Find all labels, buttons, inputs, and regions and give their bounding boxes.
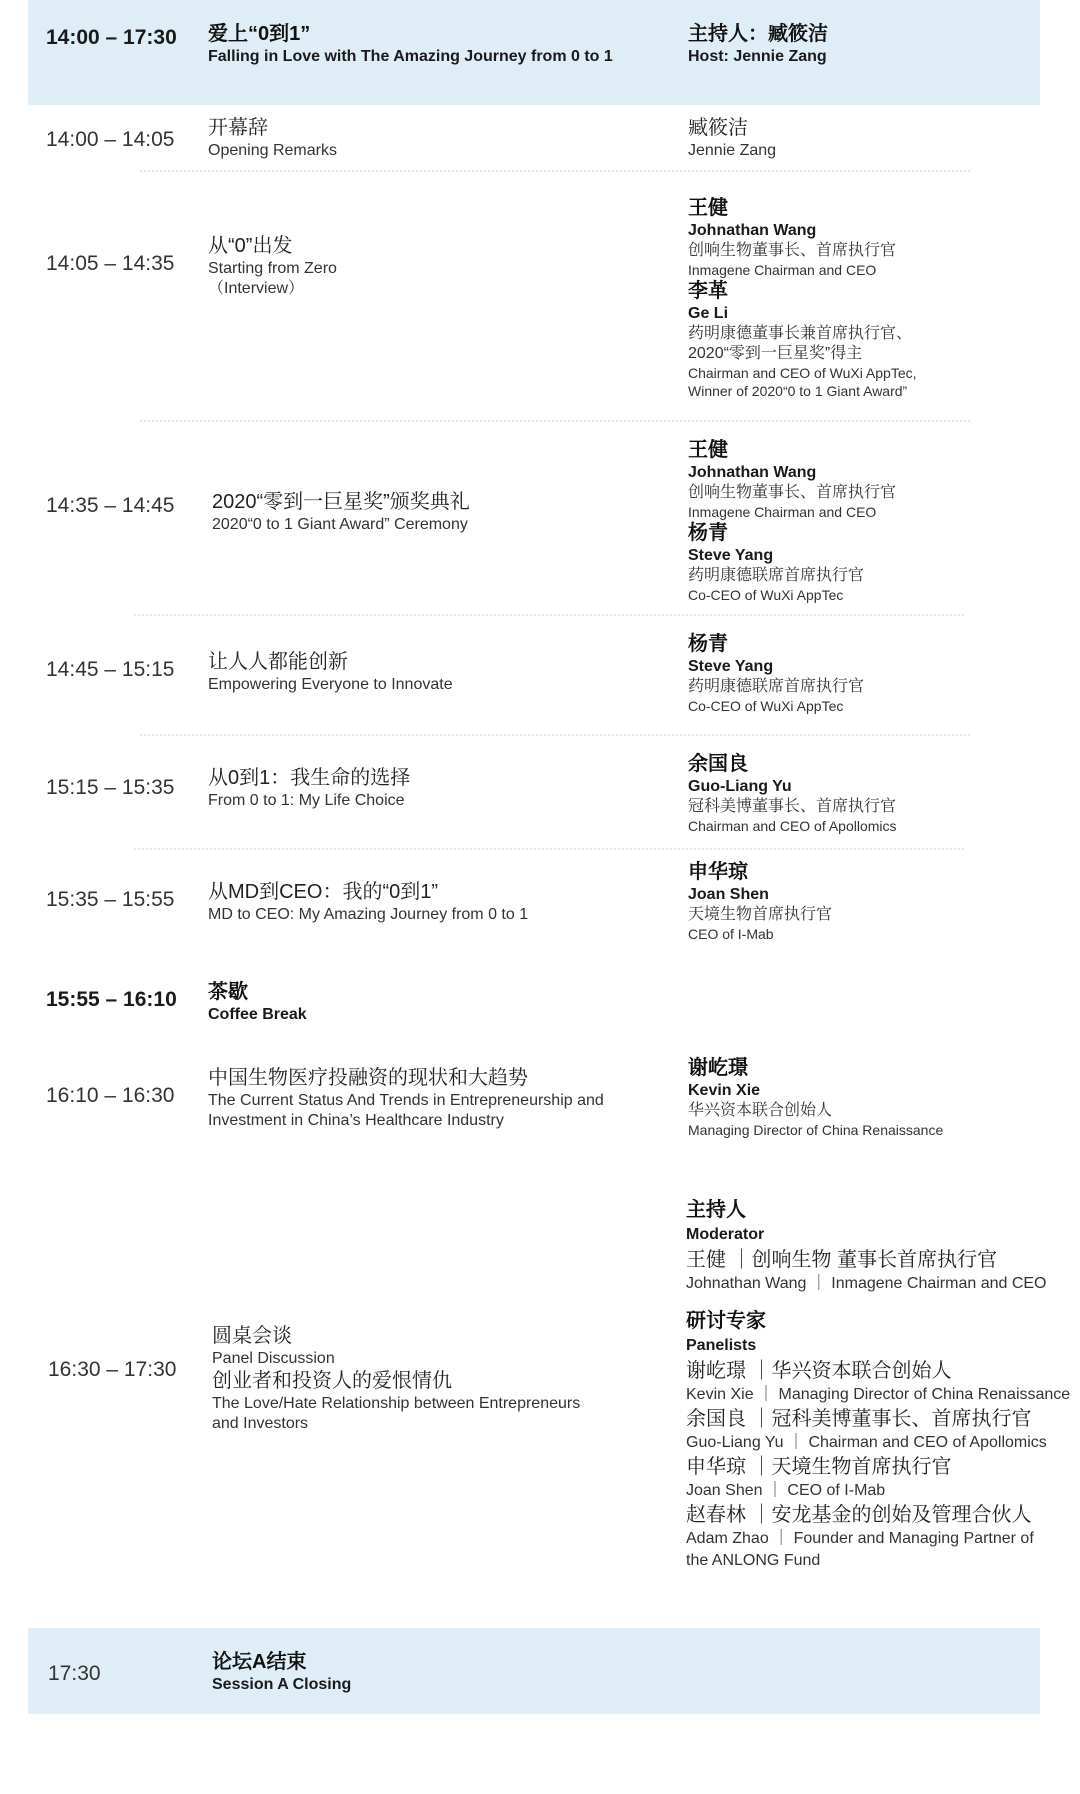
topic-en: From 0 to 1: My Life Choice: [208, 792, 405, 809]
row-divider: [134, 614, 964, 616]
item-speakers: [688, 1056, 1080, 1139]
row-divider: [140, 734, 970, 736]
item-time: 16:30 – 17:30: [48, 1358, 177, 1381]
host-en: Host: Jennie Zang: [688, 48, 827, 65]
item-topic: [208, 234, 648, 299]
speaker-name-en: Jennie Zang: [688, 142, 777, 159]
item-speakers: [688, 438, 1080, 604]
topic-zh: 开幕辞: [208, 117, 268, 139]
item-time: 15:35 – 15:55: [46, 888, 175, 911]
topic2-zh: 创业者和投资人的爱恨情仇: [212, 1370, 452, 1392]
row-divider: [140, 170, 970, 172]
closing-time: 17:30: [48, 1662, 101, 1685]
topic-zh: 中国生物医疗投融资的现状和大趋势: [208, 1067, 528, 1089]
panelists-label-en: Panelists: [686, 1337, 757, 1354]
speaker-title-en: Chairman and CEO of WuXi AppTec,: [688, 365, 917, 381]
moderator-en: Johnathan Wang ｜ Inmagene Chairman and CEO: [686, 1275, 1047, 1292]
closing-title-zh: 论坛A结束: [212, 1651, 307, 1673]
speaker-name-en: Steve Yang: [688, 547, 774, 564]
topic-en: Empowering Everyone to Innovate: [208, 676, 453, 693]
closing-title: [212, 1650, 652, 1695]
item-topic: [208, 116, 648, 161]
speaker-title-zh-line2: 2020“零到一巨星奖”得主: [688, 345, 863, 362]
panelist-zh: 余国良 ｜冠科美博董事长、首席执行官: [686, 1408, 1032, 1430]
panelist-en: Adam Zhao ｜ Founder and Managing Partner of: [686, 1530, 1034, 1547]
session-time: 14:00 – 17:30: [46, 26, 177, 49]
speaker-name-zh: 谢屹璟: [688, 1057, 748, 1079]
topic-en: Panel Discussion: [212, 1350, 335, 1367]
speaker-title-en: Co-CEO of WuXi AppTec: [688, 587, 844, 603]
item-speakers: [688, 860, 1080, 943]
session-host: [688, 22, 1080, 67]
speaker-name-zh: 臧筱洁: [688, 117, 748, 139]
speaker-title-en: CEO of I-Mab: [688, 926, 774, 942]
item-time: 14:35 – 14:45: [46, 494, 175, 517]
panelist-zh: 申华琼 ｜天境生物首席执行官: [686, 1456, 952, 1478]
topic-zh: 从MD到CEO：我的“0到1”: [208, 881, 439, 903]
speaker-name-zh: 王健: [688, 197, 728, 219]
session-title: [208, 22, 668, 67]
speaker-title-en: Co-CEO of WuXi AppTec: [688, 698, 844, 714]
speaker-title-zh: 天境生物首席执行官: [688, 906, 833, 923]
topic-en-line2: Investment in China’s Healthcare Industry: [208, 1112, 504, 1129]
item-time: 15:55 – 16:10: [46, 988, 177, 1011]
panelist-en: Kevin Xie ｜ Managing Director of China Renaissance: [686, 1386, 1071, 1403]
topic-zh: 从0到1：我生命的选择: [208, 767, 411, 789]
item-speakers: [688, 632, 1080, 715]
topic-en: Coffee Break: [208, 1006, 307, 1023]
panelist-en-line2: the ANLONG Fund: [686, 1552, 821, 1569]
speaker-name-zh: 杨青: [688, 522, 728, 544]
host-zh: 主持人：臧筱洁: [688, 23, 828, 45]
item-time: 14:00 – 14:05: [46, 128, 175, 151]
speaker-title-en: Chairman and CEO of Apollomics: [688, 818, 897, 834]
topic-en: MD to CEO: My Amazing Journey from 0 to 1: [208, 906, 529, 923]
speaker-name-en: Johnathan Wang: [688, 464, 817, 481]
speaker-name-zh: 李革: [688, 280, 728, 302]
panelist-zh: 谢屹璟 ｜华兴资本联合创始人: [686, 1360, 952, 1382]
speaker-name-en: Guo-Liang Yu: [688, 778, 792, 795]
speaker-name-en: Joan Shen: [688, 886, 769, 903]
item-topic: [212, 490, 652, 535]
speaker-name-en: Ge Li: [688, 305, 729, 322]
closing-title-en: Session A Closing: [212, 1676, 352, 1693]
item-topic: [208, 1066, 668, 1131]
session-title-zh: 爱上“0到1”: [208, 23, 311, 45]
speaker-title-zh: 创响生物董事长、首席执行官: [688, 242, 897, 259]
speaker-name-zh: 申华琼: [688, 861, 748, 883]
topic-en: Opening Remarks: [208, 142, 337, 159]
item-speaker: [688, 116, 1080, 161]
speaker-name-en: Johnathan Wang: [688, 222, 817, 239]
topic-en: The Current Status And Trends in Entrepreneurship and: [208, 1092, 604, 1109]
panelists-label-zh: 研讨专家: [686, 1310, 766, 1332]
item-topic: [208, 980, 648, 1025]
speaker-name-zh: 杨青: [688, 633, 728, 655]
speaker-title-en: Inmagene Chairman and CEO: [688, 504, 877, 520]
panel-people: [686, 1198, 1078, 1572]
item-topic: [212, 1324, 652, 1434]
item-time: 16:10 – 16:30: [46, 1084, 175, 1107]
speaker-title-zh: 冠科美博董事长、首席执行官: [688, 798, 897, 815]
speaker-title-en-line2: Winner of 2020“0 to 1 Giant Award”: [688, 383, 908, 399]
panelist-en: Joan Shen ｜ CEO of I-Mab: [686, 1482, 886, 1499]
speaker-name-zh: 王健: [688, 439, 728, 461]
topic-zh: 让人人都能创新: [208, 651, 348, 673]
speaker-title-zh: 药明康德联席首席执行官: [688, 567, 865, 584]
row-divider: [140, 420, 970, 422]
speaker-title-en: Managing Director of China Renaissance: [688, 1122, 944, 1138]
item-topic: [208, 650, 648, 695]
speaker-title-en: Inmagene Chairman and CEO: [688, 262, 877, 278]
speaker-name-en: Kevin Xie: [688, 1082, 761, 1099]
item-topic: [208, 766, 648, 811]
topic-zh: 从“0”出发: [208, 235, 293, 257]
speaker-title-zh: 药明康德联席首席执行官: [688, 678, 865, 695]
item-speakers: [688, 752, 1080, 835]
topic-zh: 茶歇: [208, 981, 248, 1003]
speaker-name-en: Steve Yang: [688, 658, 774, 675]
speaker-title-zh: 创响生物董事长、首席执行官: [688, 484, 897, 501]
moderator-label-en: Moderator: [686, 1226, 765, 1243]
speaker-name-zh: 余国良: [688, 753, 748, 775]
topic2-en: The Love/Hate Relationship between Entrepreneurs: [212, 1395, 581, 1412]
item-time: 14:05 – 14:35: [46, 252, 175, 275]
topic-zh: 2020“零到一巨星奖”颁奖典礼: [212, 491, 470, 513]
topic2-en-line2: and Investors: [212, 1415, 309, 1432]
item-speakers: [688, 196, 1080, 400]
topic-en: 2020“0 to 1 Giant Award” Ceremony: [212, 516, 468, 533]
row-divider: [134, 848, 964, 850]
session-title-en: Falling in Love with The Amazing Journey from 0 to 1: [208, 48, 613, 65]
speaker-title-zh: 药明康德董事长兼首席执行官、: [688, 325, 913, 342]
moderator-label-zh: 主持人: [686, 1199, 746, 1221]
item-topic: [208, 880, 648, 925]
panelist-zh: 赵春林 ｜安龙基金的创始及管理合伙人: [686, 1504, 1032, 1526]
panelist-en: Guo-Liang Yu ｜ Chairman and CEO of Apollomics: [686, 1434, 1047, 1451]
item-time: 15:15 – 15:35: [46, 776, 175, 799]
moderator-zh: 王健 ｜创响生物 董事长首席执行官: [686, 1249, 998, 1271]
topic-zh: 圆桌会谈: [212, 1325, 292, 1347]
topic-en-line2: （Interview）: [208, 280, 305, 297]
speaker-title-zh: 华兴资本联合创始人: [688, 1102, 833, 1119]
item-time: 14:45 – 15:15: [46, 658, 175, 681]
topic-en: Starting from Zero: [208, 260, 337, 277]
